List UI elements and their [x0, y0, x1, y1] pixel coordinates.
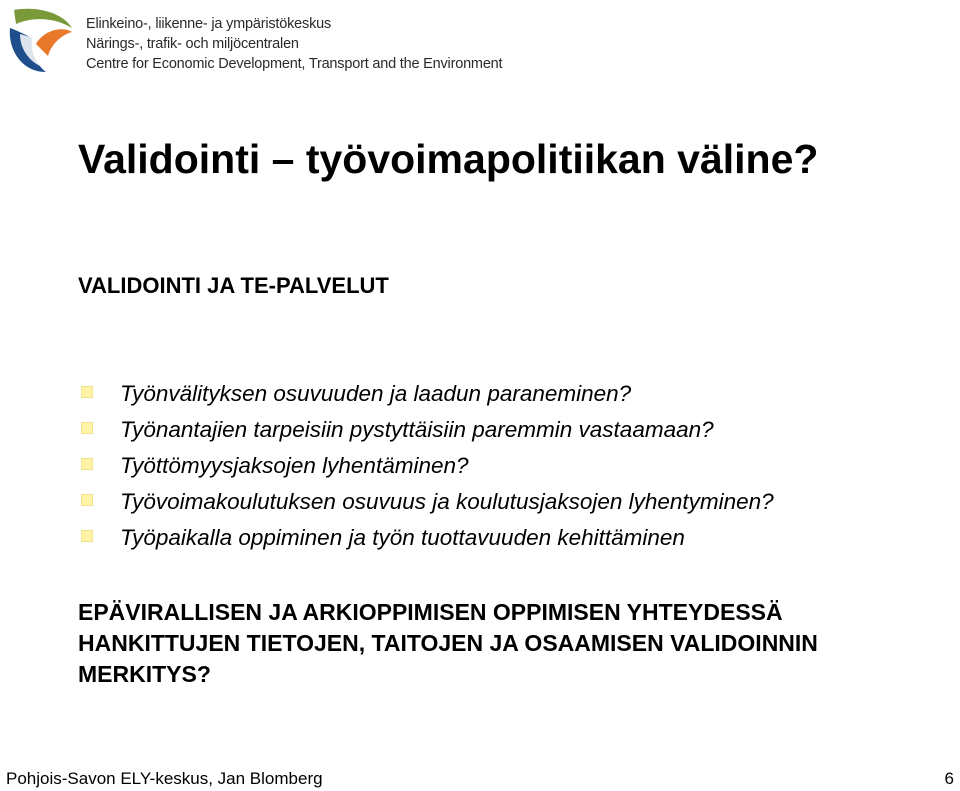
square-bullet-icon — [81, 530, 93, 542]
conclusion-text: EPÄVIRALLISEN JA ARKIOPPIMISEN OPPIMISEN YHTEYDESSÄ HANKITTUJEN TIETOJEN, TAITOJEN JA OSAAMISEN VALIDOINNIN MERKITYS? — [78, 599, 818, 687]
list-item-text: Työnvälityksen osuvuuden ja laadun paraneminen? — [120, 381, 632, 406]
list-item — [78, 452, 774, 488]
list-item-text: Työvoimakoulutuksen osuvuus ja koulutusjaksojen lyhentyminen? — [120, 489, 774, 514]
org-name-swedish: Närings-, trafik- och miljöcentralen — [86, 36, 299, 52]
ely-centre-logo-icon — [6, 4, 74, 74]
square-bullet-icon — [81, 386, 93, 398]
list-item-text: Työpaikalla oppiminen ja työn tuottavuuden kehittäminen — [120, 525, 685, 550]
slide-title: Validointi – työvoimapolitiikan väline? — [78, 136, 819, 182]
slide-subtitle: VALIDOINTI JA TE-PALVELUT — [78, 273, 389, 298]
square-bullet-icon — [81, 458, 93, 470]
list-item-text: Työttömyysjaksojen lyhentäminen? — [120, 453, 469, 478]
list-item — [78, 488, 774, 524]
square-bullet-icon — [81, 422, 93, 434]
header — [6, 4, 526, 76]
list-item-text: Työnantajien tarpeisiin pystyttäisiin paremmin vastaamaan? — [120, 417, 714, 442]
list-item — [78, 524, 774, 560]
list-item — [78, 380, 774, 416]
list-item — [78, 416, 774, 452]
organization-names — [86, 14, 502, 74]
footer-author: Pohjois-Savon ELY-keskus, Jan Blomberg — [6, 769, 323, 788]
org-name-english: Centre for Economic Development, Transport and the Environment — [86, 56, 503, 72]
square-bullet-icon — [81, 494, 93, 506]
org-name-finnish: Elinkeino-, liikenne- ja ympäristökeskus — [86, 16, 332, 32]
bullet-list — [78, 380, 774, 560]
page-number: 6 — [944, 769, 954, 788]
